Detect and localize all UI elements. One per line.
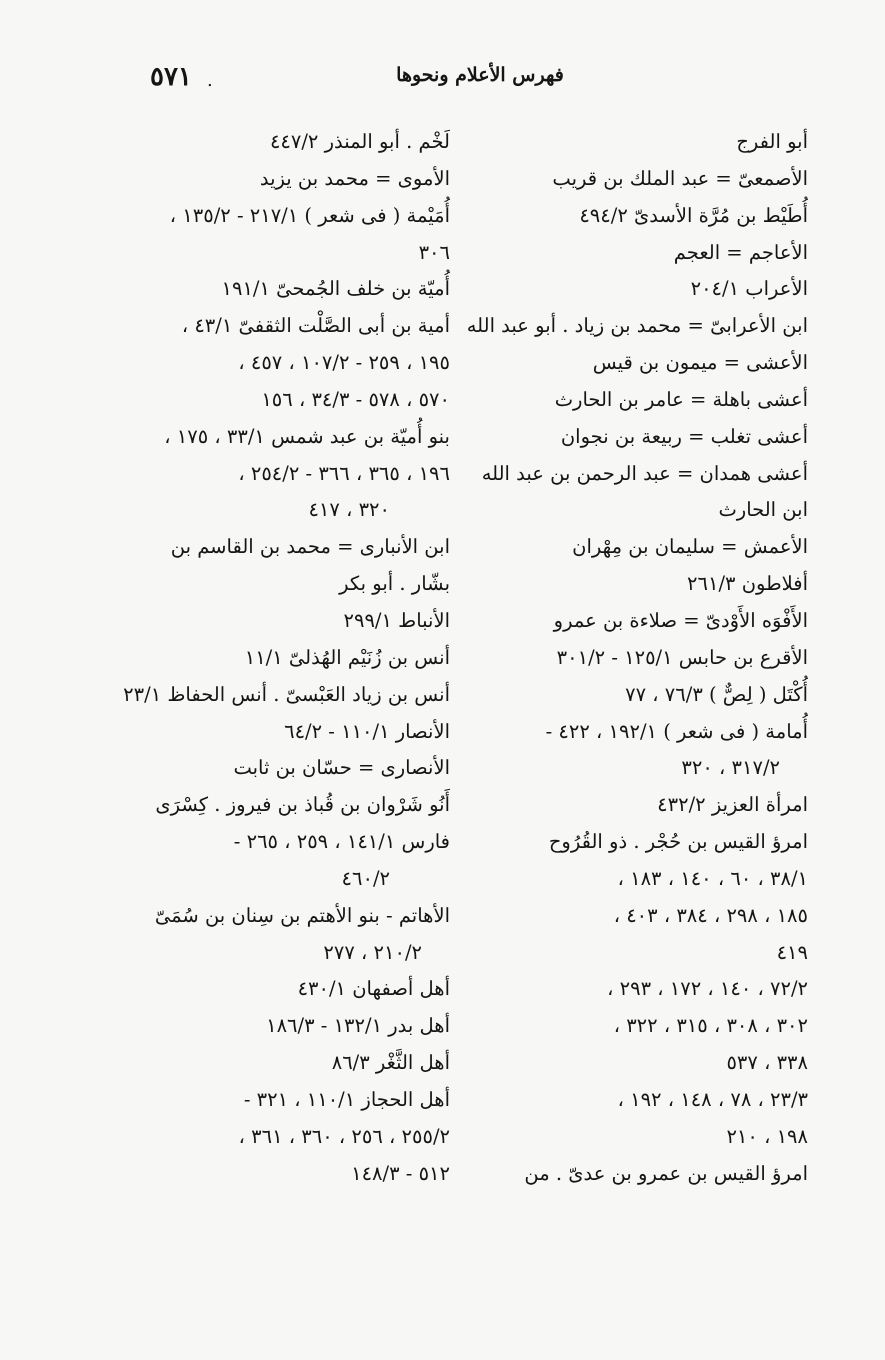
- index-line: أفلاطون ٢٦١/٣: [687, 572, 808, 596]
- index-line: أهل الثَّغْر ٨٦/٣: [331, 1051, 450, 1075]
- index-line: أهل أصفهان ٤٣٠/١: [297, 977, 450, 1001]
- index-line: الأعمش = سليمان بن مِهْران: [572, 535, 808, 559]
- index-line: ٣٣٨ ، ٥٣٧: [726, 1051, 808, 1075]
- index-line: امرؤ القيس بن عمرو بن عدىّ . من: [524, 1161, 808, 1185]
- index-line: ٥٧٠ ، ٥٧٨ - ٣٤/٣ ، ١٥٦: [261, 387, 450, 411]
- index-line: ١٩٥ ، ٢٥٩ - ١٠٧/٢ ، ٤٥٧ ،: [238, 351, 450, 375]
- index-line: ٣٠٢ ، ٣٠٨ ، ٣١٥ ، ٣٢٢ ،: [613, 1014, 808, 1038]
- index-line: بنو أُميّة بن عبد شمس ٣٣/١ ، ١٧٥ ،: [164, 424, 450, 448]
- index-line: ٣٠٦: [418, 240, 450, 264]
- page-number: ٥٧١: [150, 62, 192, 92]
- index-line: أُميّة بن خلف الجُمحىّ ١٩١/١: [221, 277, 450, 301]
- index-line: ٧٢/٢ ، ١٤٠ ، ١٧٢ ، ٢٩٣ ،: [607, 977, 808, 1001]
- index-line: ابن الأعرابىّ = محمد بن زياد . أبو عبد الله: [466, 314, 808, 338]
- index-line: أُمَيْمة ( فى شعر ) ٢١٧/١ - ١٣٥/٢ ،: [169, 203, 450, 227]
- index-line: الأعشى = ميمون بن قيس: [592, 351, 808, 375]
- index-line: ٣٨/١ ، ٦٠ ، ١٤٠ ، ١٨٣ ،: [617, 866, 808, 890]
- index-line: ٢٣/٣ ، ٧٨ ، ١٤٨ ، ١٩٢ ،: [617, 1087, 808, 1111]
- index-line: الأَفْوَه الأَوْدىّ = صلاءة بن عمرو: [553, 608, 808, 632]
- index-line: ١٨٥ ، ٢٩٨ ، ٣٨٤ ، ٤٠٣ ،: [613, 903, 808, 927]
- index-line: فارس ١٤١/١ ، ٢٥٩ ، ٢٦٥ -: [233, 830, 450, 854]
- index-line: ٤١٩: [776, 940, 808, 964]
- index-line: أبو الفرج: [736, 130, 808, 153]
- index-line: أعشى تغلب = ربيعة بن نجوان: [560, 424, 808, 448]
- running-title: فهرس الأعلام ونحوها: [396, 64, 564, 86]
- index-line: الأنصارى = حسّان بن ثابت: [233, 756, 450, 780]
- index-line: ٣٢٠ ، ٤١٧: [308, 498, 390, 522]
- index-line: أنس بن زُنَيْم الهُذلىّ ١١/١: [244, 645, 450, 669]
- index-line: الأهاتم - بنو الأهتم بن سِنان بن سُمَىّ: [154, 903, 450, 927]
- index-line: ابن الأنبارى = محمد بن القاسم بن: [170, 535, 450, 559]
- index-line: ٥١٢ - ١٤٨/٣: [351, 1161, 450, 1185]
- index-line: ٢٥٥/٢ ، ٢٥٦ ، ٣٦٠ ، ٣٦١ ،: [238, 1124, 450, 1148]
- index-line: بشّار . أبو بكر: [339, 572, 450, 596]
- index-line: أُمامة ( فى شعر ) ١٩٢/١ ، ٤٢٢ -: [545, 719, 808, 743]
- index-line: الأعراب ٢٠٤/١: [690, 277, 808, 301]
- index-line: لَخْم . أبو المنذر ٤٤٧/٢: [269, 130, 450, 153]
- index-line: امرأة العزيز ٤٣٢/٢: [657, 793, 808, 817]
- page-header: [0, 58, 885, 98]
- index-line: أهل بدر ١٣٢/١ - ١٨٦/٣: [266, 1014, 450, 1038]
- index-line: ٣١٧/٢ ، ٣٢٠: [681, 756, 780, 780]
- index-line: ١٩٨ ، ٢١٠: [726, 1124, 808, 1148]
- index-line: امرؤ القيس بن حُجْر . ذو القُرُوح: [548, 830, 808, 854]
- index-line: الأنصار ١١٠/١ - ٦٤/٢: [284, 719, 450, 743]
- index-line: الأنباط ٢٩٩/١: [343, 608, 450, 632]
- header-dot: .: [207, 70, 213, 91]
- index-line: الأموى = محمد بن يزيد: [259, 166, 450, 190]
- index-line: ٢١٠/٢ ، ٢٧٧: [323, 940, 422, 964]
- index-line: أعشى همدان = عبد الرحمن بن عبد الله: [481, 461, 808, 485]
- index-line: الأقرع بن حابس ١٢٥/١ - ٣٠١/٢: [556, 645, 808, 669]
- index-line: أَنُو شَرْوان بن قُباذ بن فيروز . كِسْرَى: [155, 793, 450, 817]
- index-line: ١٩٦ ، ٣٦٥ ، ٣٦٦ - ٢٥٤/٢ ،: [238, 461, 450, 485]
- index-line: أعشى باهلة = عامر بن الحارث: [554, 387, 808, 411]
- index-line: أهل الحجاز ١١٠/١ ، ٣٢١ -: [243, 1087, 450, 1111]
- index-column-left: [123, 124, 450, 1192]
- index-line: الأصمعىّ = عبد الملك بن قريب: [552, 166, 808, 190]
- index-line: أمية بن أبى الصَّلْت الثقفىّ ٤٣/١ ،: [181, 314, 450, 338]
- index-column-right: [466, 124, 808, 1192]
- index-line: ابن الحارث: [718, 498, 808, 522]
- index-line: ٤٦٠/٢: [341, 866, 390, 890]
- index-line: أنس بن زياد العَبْسىّ . أنس الحفاظ ٢٣/١: [123, 682, 450, 706]
- index-line: أُكْتَل ( لِصٌّ ) ٧٦/٣ ، ٧٧: [625, 682, 808, 706]
- index-line: الأعاجم = العجم: [673, 240, 808, 264]
- index-line: أُطَيْط بن مُرَّة الأسدىّ ٤٩٤/٢: [579, 203, 808, 227]
